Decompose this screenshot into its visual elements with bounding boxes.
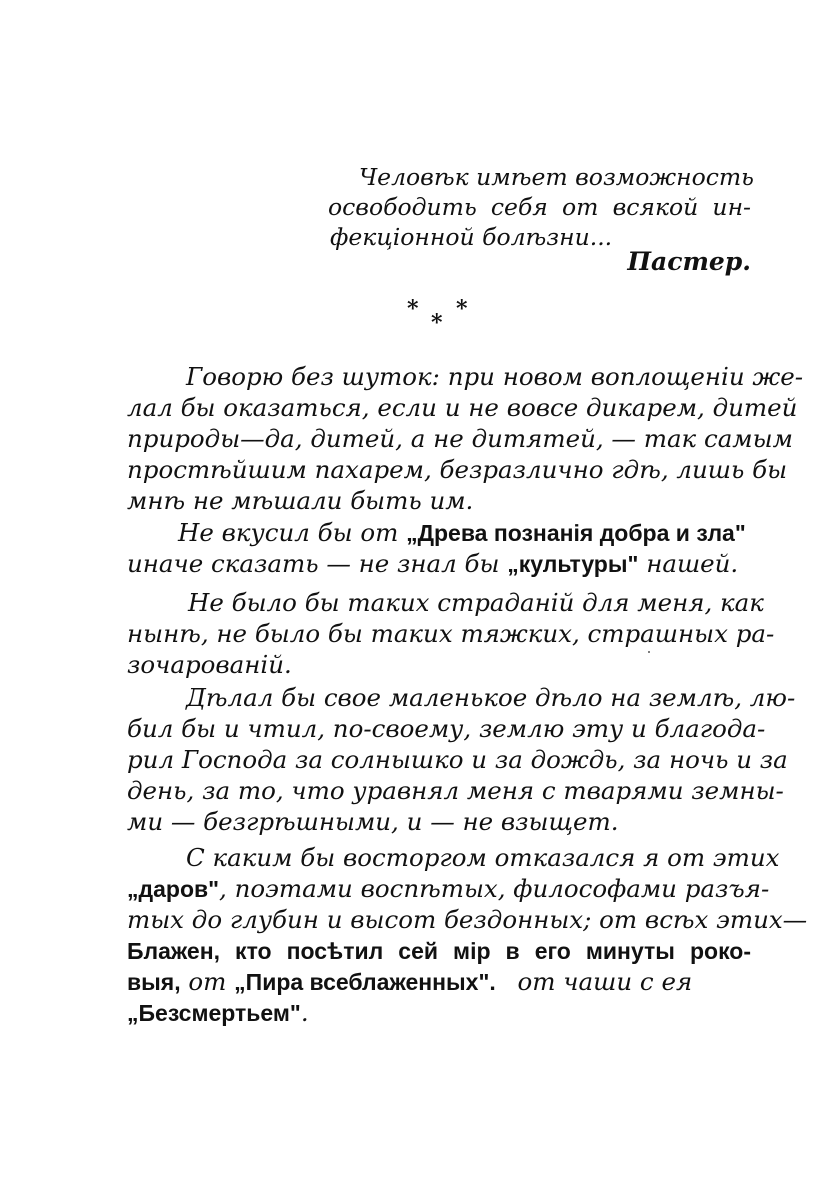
separator-star: * — [456, 296, 468, 322]
text-run: , поэтами воспѣтых, философами разъя- — [219, 874, 770, 903]
text-line: природы—да, дитей, а не дитятей, — так самым — [127, 424, 793, 453]
quoted-verse-line: Блажен, кто посѣтил сей мір в его минуты роко- — [127, 938, 751, 964]
text-line: Не было бы таких страданій для меня, как — [188, 588, 764, 617]
text-line — [127, 549, 738, 579]
text-line — [127, 998, 309, 1028]
verse-continuation: выя, — [127, 969, 181, 995]
text-line: день, за то, что уравнял меня с тварями земны- — [127, 776, 784, 805]
quoted-title: „Пира всеблаженных". — [234, 969, 496, 995]
epigraph-line: фекціонной болѣзни... — [330, 223, 613, 251]
text-line: мнѣ не мѣшали быть им. — [127, 486, 474, 515]
text-line: Говорю без шуток: при новом воплощеніи же- — [186, 362, 804, 391]
text-line — [127, 874, 770, 904]
epigraph-line: освободить себя от всякой ин- — [328, 193, 751, 221]
text-line: тых до глубин и высот бездонных; от всѣх этих— — [127, 905, 808, 934]
quoted-title: „Древа познанія добра и зла — [406, 520, 735, 546]
text-line: простѣйшим пахарем, безразлично гдѣ, лишь бы — [127, 455, 788, 484]
text-line: зочарованій. — [127, 650, 292, 679]
text-line: С каким бы восторгом отказался я от этих — [186, 843, 780, 872]
text-run: . — [300, 998, 309, 1027]
text-run: от чаши с ея — [509, 967, 693, 996]
separator-star: * — [407, 296, 419, 322]
text-run: иначе сказать — не знал бы — [127, 549, 508, 578]
text-line: рил Господа за солнышко и за дождь, за ночь и за — [127, 745, 788, 774]
separator-star: * — [431, 310, 443, 336]
print-speck — [648, 651, 650, 653]
text-line: нынѣ, не было бы таких тяжких, страшных ра- — [127, 619, 775, 648]
epigraph-author: Пастер. — [627, 247, 751, 276]
text-line: Дѣлал бы свое маленькое дѣло на землѣ, лю- — [186, 683, 796, 712]
text-run: Не вкусил бы от — [178, 518, 407, 547]
quoted-term: „культуры" — [507, 551, 639, 577]
text-line: ми — безгрѣшными, и — не взыщет. — [127, 807, 619, 836]
epigraph-line: Человѣк имѣет возможность — [359, 163, 754, 191]
text-run: от — [180, 967, 235, 996]
text-line — [127, 967, 692, 997]
quoted-term: „даров" — [127, 876, 220, 902]
quoted-term: „Безсмертьем" — [127, 1000, 301, 1026]
text-line: лал бы оказаться, если и не вовсе дикарем, дитей — [127, 393, 798, 422]
closing-quote: " — [734, 520, 746, 546]
text-line: бил бы и чтил, по-своему, землю эту и благода- — [127, 714, 766, 743]
text-run: нашей. — [638, 549, 739, 578]
text-line — [178, 518, 746, 548]
